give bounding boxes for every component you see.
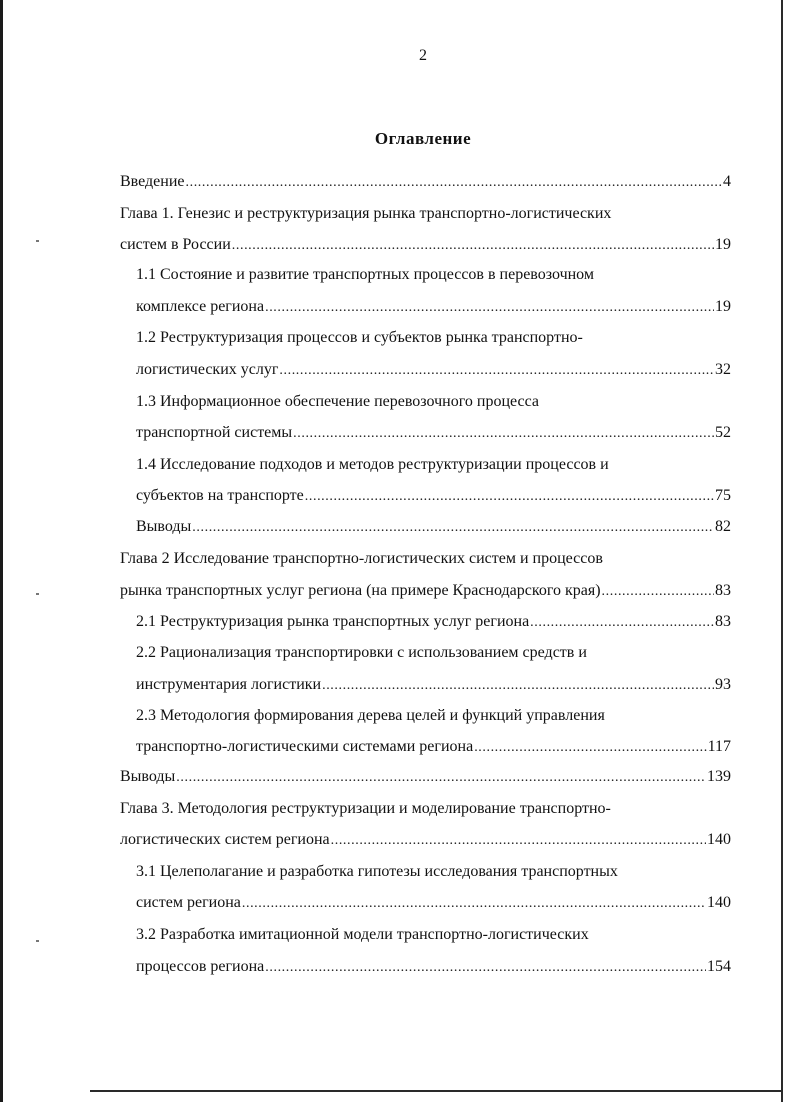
- toc-entry-text: 1.2 Реструктуризация процессов и субъектов рынка транспортно-: [136, 329, 583, 346]
- dot-leader: [474, 737, 706, 758]
- toc-entry-text: 3.2 Разработка имитационной модели транспортно-логистических: [136, 926, 589, 943]
- toc-entry: [136, 612, 731, 632]
- toc-entry-text: систем в России: [120, 236, 231, 253]
- toc-entry-page: 140: [707, 831, 731, 848]
- toc-entry-page: 140: [707, 894, 731, 911]
- toc-entry-text: Выводы: [136, 518, 192, 535]
- toc-entry-page: 154: [707, 958, 731, 975]
- toc-entry-page: 93: [715, 676, 731, 693]
- toc-entry-text: 1.4 Исследование подходов и методов реструктуризации процессов и: [136, 456, 609, 473]
- toc-entry-page: 4: [723, 173, 731, 190]
- toc-title: Оглавление: [374, 129, 472, 148]
- toc-entry-text: транспортно-логистическими системами региона: [136, 738, 474, 755]
- toc-entry-text: рынка транспортных услуг региона (на примере Краснодарского края): [120, 582, 601, 599]
- toc-entry-line: [136, 328, 583, 348]
- toc-entry-line: [136, 925, 589, 945]
- toc-entry-text: 2.3 Методология формирования дерева целей и функций управления: [136, 707, 605, 724]
- toc-entry: [136, 360, 731, 380]
- toc-entry-text: 1.1 Состояние и развитие транспортных процессов в перевозочном: [136, 266, 594, 283]
- toc-entry-text: процессов региона: [136, 958, 265, 975]
- toc-entry-text: Глава 3. Методология реструктуризации и моделирование транспортно-: [120, 800, 611, 817]
- toc-entry-page: 82: [715, 518, 731, 535]
- toc-entry-text: логистических систем региона: [120, 831, 330, 848]
- dot-leader: [293, 423, 714, 444]
- toc-entry: [136, 675, 731, 695]
- toc-entry-text: Глава 1. Генезис и реструктуризация рынка транспортно-логистических: [120, 205, 612, 222]
- toc-entry-line: [120, 549, 603, 569]
- toc-entry-line: [136, 643, 587, 663]
- dot-leader: [279, 360, 714, 381]
- toc-entry-line: [136, 455, 609, 475]
- toc-entry: [120, 172, 731, 192]
- toc-entry: [120, 581, 731, 601]
- toc-entry-text: комплексе региона: [136, 298, 265, 315]
- toc-entry-page: 117: [707, 738, 731, 755]
- toc-entry-page: 139: [707, 768, 731, 785]
- dot-leader: [265, 297, 714, 318]
- dot-leader: [186, 172, 723, 193]
- dot-leader: [322, 675, 714, 696]
- toc-entry: [120, 235, 731, 255]
- toc-entry: [136, 297, 731, 317]
- toc-entry-text: 3.1 Целеполагание и разработка гипотезы исследования транспортных: [136, 863, 618, 880]
- toc-entry-line: [136, 265, 594, 285]
- page-number: 2: [419, 47, 427, 64]
- toc-entry: [136, 737, 731, 757]
- dot-leader: [530, 612, 714, 633]
- toc-entry-text: Глава 2 Исследование транспортно-логистических систем и процессов: [120, 550, 603, 567]
- toc-entry-text: 2.1 Реструктуризация рынка транспортных услуг региона: [136, 613, 530, 630]
- toc-entry-text: логистических услуг: [136, 361, 279, 378]
- toc-entry-text: 2.2 Рационализация транспортировки с использованием средств и: [136, 644, 587, 661]
- toc-entry: [136, 893, 731, 913]
- toc-entry-text: Выводы: [120, 768, 176, 785]
- toc-entry: [136, 486, 731, 506]
- toc-entry-text: инструментария логистики: [136, 676, 322, 693]
- toc-entry-text: систем региона: [136, 894, 241, 911]
- toc-entry: [136, 423, 731, 443]
- toc-entry: [136, 957, 731, 977]
- toc-entry-page: 19: [715, 298, 731, 315]
- toc-entry: [120, 767, 731, 787]
- dot-leader: [305, 486, 714, 507]
- toc-entry-page: 75: [715, 487, 731, 504]
- toc-entry-line: [120, 799, 611, 819]
- toc-entry-text: транспортной системы: [136, 424, 293, 441]
- toc-entry-line: [120, 204, 611, 224]
- toc-entry-page: 83: [715, 582, 731, 599]
- toc-entry-line: [136, 862, 618, 882]
- dot-leader: [176, 767, 706, 788]
- dot-leader: [602, 581, 714, 602]
- dot-leader: [192, 517, 714, 538]
- toc-entry: [136, 517, 731, 537]
- toc-entry-page: 52: [715, 424, 731, 441]
- toc-entry-page: 83: [715, 613, 731, 630]
- toc-entry-text: Введение: [120, 173, 185, 190]
- toc-entry-text: 1.3 Информационное обеспечение перевозочного процесса: [136, 393, 539, 410]
- toc-entry-text: субъектов на транспорте: [136, 487, 304, 504]
- dot-leader: [242, 893, 706, 914]
- dot-leader: [331, 830, 706, 851]
- toc-entry-page: 19: [715, 236, 731, 253]
- toc-entry-page: 32: [715, 361, 731, 378]
- toc-entry-line: [136, 392, 539, 412]
- toc-entry: [120, 830, 731, 850]
- toc-entry-line: [136, 706, 605, 726]
- dot-leader: [265, 957, 706, 978]
- dot-leader: [232, 235, 714, 256]
